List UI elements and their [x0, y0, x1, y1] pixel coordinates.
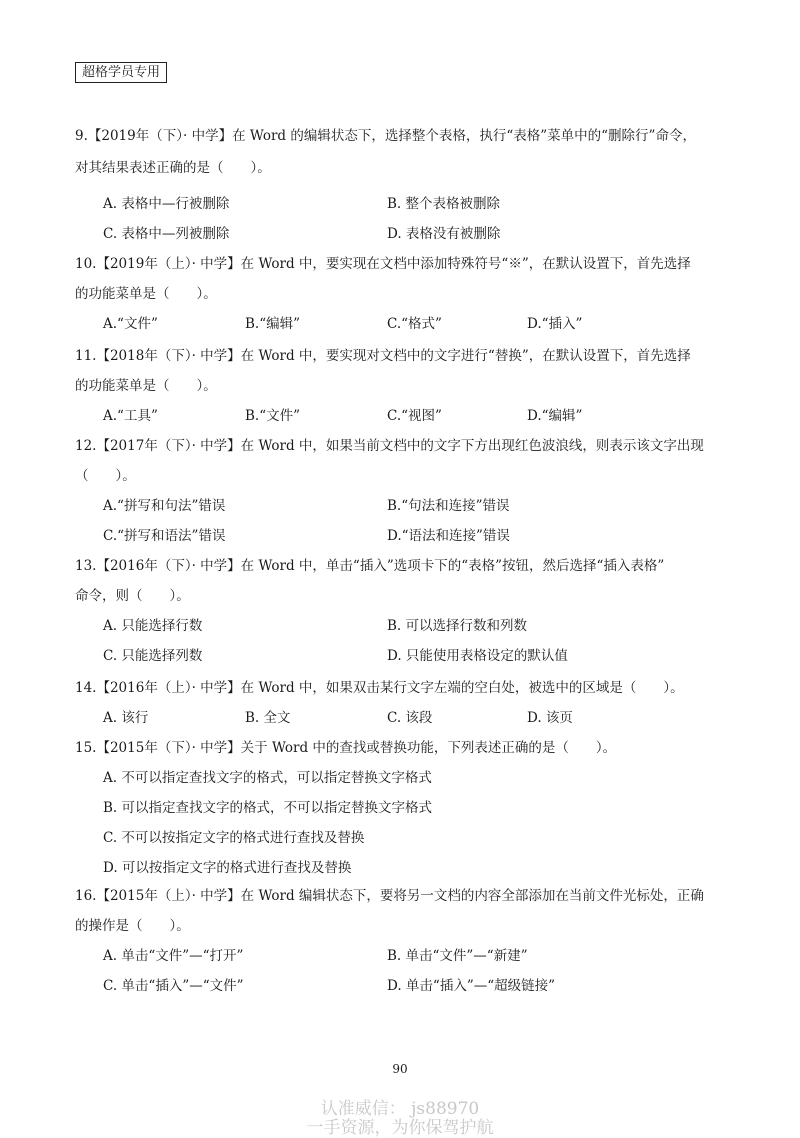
q9-option-b: B. 整个表格被删除 — [387, 196, 501, 212]
q16-stem-line2: 的操作是（ ）。 — [75, 918, 190, 934]
q13-stem-line1: 13.【2016年（下）· 中学】在 Word 中，单击“插入”选项卡下的“表格”按钮，然后选择“插入表格” — [75, 558, 665, 574]
q9-stem-line1: 9.【2019年（下）· 中学】在 Word 的编辑状态下，选择整个表格，执行“表格”菜单中的“删除行”命令， — [75, 128, 696, 144]
q13-option-d: D. 只能使用表格设定的默认值 — [387, 648, 568, 664]
q11-option-a: A.“工具” — [103, 408, 158, 424]
watermark-line1: 认准威信： js88970 — [320, 1099, 480, 1119]
q9-option-c: C. 表格中—列被删除 — [103, 226, 230, 242]
q10-option-d: D.“插入” — [527, 316, 583, 332]
q12-option-a: A.“拼写和句法”错误 — [103, 498, 226, 514]
watermark-line2: 一手资源，为你保驾护航 — [306, 1118, 494, 1138]
q16-option-b: B. 单击“文件”—“新建” — [387, 948, 528, 964]
q15-option-a: A. 不可以指定查找文字的格式，可以指定替换文字格式 — [103, 770, 432, 786]
q10-option-a: A.“文件” — [103, 316, 158, 332]
q15-option-c: C. 不可以按指定文字的格式进行查找及替换 — [103, 830, 365, 846]
q14-option-c: C. 该段 — [387, 710, 433, 726]
q12-option-d: D.“语法和连接”错误 — [387, 528, 510, 544]
q16-stem-line1: 16.【2015年（上）· 中学】在 Word 编辑状态下，要将另一文档的内容全部添加在当前文件光标处，正确 — [75, 888, 704, 904]
q11-option-b: B.“文件” — [245, 408, 301, 424]
exclusive-tag: 超格学员专用 — [75, 62, 167, 83]
q11-stem-line1: 11.【2018年（下）· 中学】在 Word 中，要实现对文档中的文字进行“替换”，在默认设置下，首先选择 — [75, 348, 691, 364]
page-number: 90 — [392, 1062, 408, 1076]
q13-option-c: C. 只能选择列数 — [103, 648, 203, 664]
q13-option-a: A. 只能选择行数 — [103, 618, 203, 634]
q10-option-c: C.“格式” — [387, 316, 442, 332]
q12-stem-line2: （ ）。 — [75, 468, 136, 484]
q14-option-b: B. 全文 — [245, 710, 291, 726]
q15-option-d: D. 可以按指定文字的格式进行查找及替换 — [103, 860, 352, 876]
q16-option-a: A. 单击“文件”—“打开” — [103, 948, 244, 964]
q13-stem-line2: 命令，则（ ）。 — [75, 588, 190, 604]
q16-option-d: D. 单击“插入”—“超级链接” — [387, 978, 556, 994]
q12-option-b: B.“句法和连接”错误 — [387, 498, 510, 514]
q11-stem-line2: 的功能菜单是（ ）。 — [75, 378, 217, 394]
q13-option-b: B. 可以选择行数和列数 — [387, 618, 528, 634]
q15-option-b: B. 可以指定查找文字的格式，不可以指定替换文字格式 — [103, 800, 433, 816]
q14-stem-line1: 14.【2016年（上）· 中学】在 Word 中，如果双击某行文字左端的空白处，被选中的区域是（ ）。 — [75, 680, 684, 696]
q10-stem-line1: 10.【2019年（上）· 中学】在 Word 中，要实现在文档中添加特殊符号“※”，在默认设置下，首先选择 — [75, 256, 691, 272]
q12-option-c: C.“拼写和语法”错误 — [103, 528, 226, 544]
q16-option-c: C. 单击“插入”—“文件” — [103, 978, 244, 994]
q10-stem-line2: 的功能菜单是（ ）。 — [75, 286, 217, 302]
q11-option-c: C.“视图” — [387, 408, 442, 424]
q10-option-b: B.“编辑” — [245, 316, 301, 332]
q14-option-a: A. 该行 — [103, 710, 149, 726]
q11-option-d: D.“编辑” — [527, 408, 583, 424]
q14-option-d: D. 该页 — [527, 710, 573, 726]
q9-stem-line2: 对其结果表述正确的是（ ）。 — [75, 160, 271, 176]
q15-stem-line1: 15.【2015年（下）· 中学】关于 Word 中的查找或替换功能，下列表述正确的是（ ）。 — [75, 740, 617, 756]
q9-option-a: A. 表格中—行被删除 — [103, 196, 230, 212]
q9-option-d: D. 表格没有被删除 — [387, 226, 501, 242]
q12-stem-line1: 12.【2017年（下）· 中学】在 Word 中，如果当前文档中的文字下方出现红色波浪线，则表示该文字出现 — [75, 438, 704, 454]
